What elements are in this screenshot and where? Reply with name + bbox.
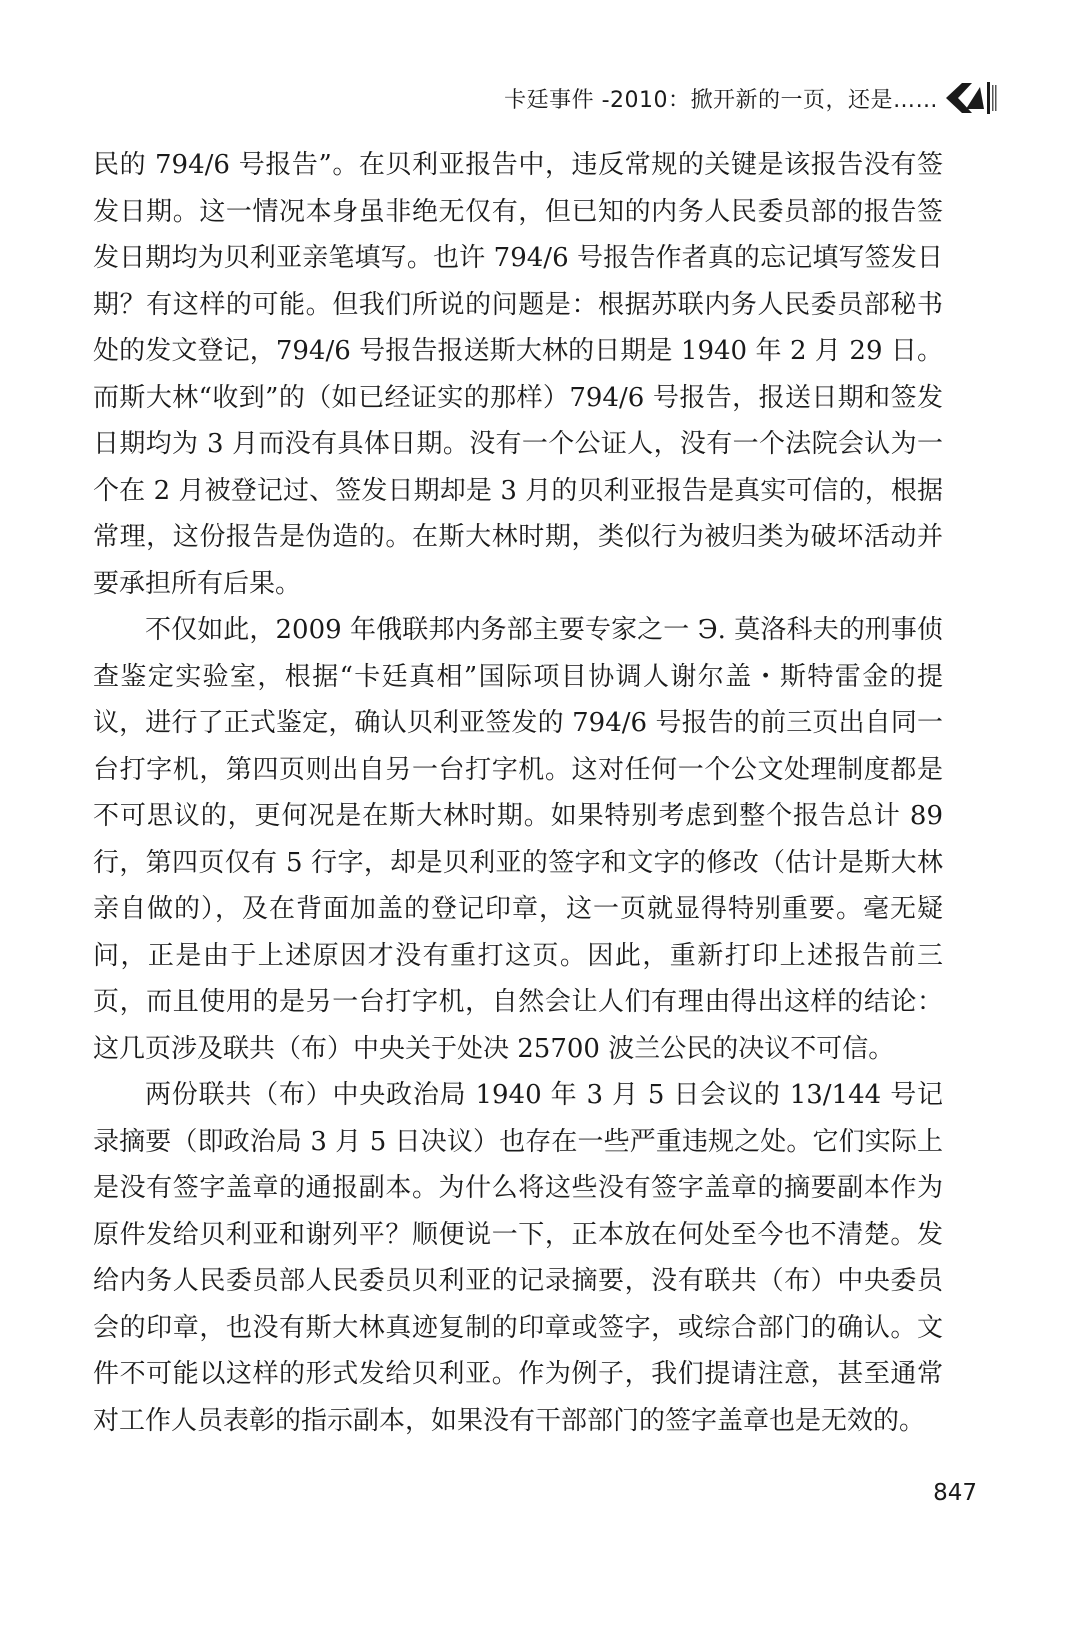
running-header	[504, 78, 1000, 118]
paragraph-3: 两份联共（布）中央政治局 1940 年 3 月 5 日会议的 13/144 号记录摘要（即政治局 3 月 5 日决议）也存在一些严重违规之处。它们实际上是没有签字盖章的通报副本。为什么将这些没有签字盖章的摘要副本作为原件发给贝利亚和谢列平？顺便说一下，正本放在何处至今也不清楚。发给内务人民委员部人民委员贝利亚的记录摘要，没有联共（布）中央委员会的印章，也没有斯大林真迹复制的印章或签字，或综合部门的确认。文件不可能以这样的形式发给贝利亚。作为例子，我们提请注意，甚至通常对工作人员表彰的指示副本，如果没有干部部门的签字盖章也是无效的。	[93, 1080, 943, 1436]
paragraph-1: 民的 794/6 号报告”。在贝利亚报告中，违反常规的关键是该报告没有签发日期。这一情况本身虽非绝无仅有，但已知的内务人民委员部的报告签发日期均为贝利亚亲笔填写。也许 794/6 号报告作者真的忘记填写签发日期？有这样的可能。但我们所说的问题是：根据苏联内务人民委员部秘书处的发文登记，794/6 号报告报送斯大林的日期是 1940 年 2 月 29 日。而斯大林“收到”的（如已经证实的那样）794/6 号报告，报送日期和签发日期均为 3 月而没有具体日期。没有一个公证人，没有一个法院会认为一个在 2 月被登记过、签发日期却是 3 月的贝利亚报告是真实可信的，根据常理，这份报告是伪造的。在斯大林时期，类似行为被归类为破坏活动并要承担所有后果。	[93, 150, 943, 599]
body-text	[93, 142, 943, 1444]
page-number: 847	[933, 1480, 977, 1506]
paragraph-2: 不仅如此，2009 年俄联邦内务部主要专家之一 Э. 莫洛科夫的刑事侦查鉴定实验室，根据“卡廷真相”国际项目协调人谢尔盖・斯特雷金的提议，进行了正式鉴定，确认贝利亚签发的 794/6 号报告的前三页出自同一台打字机，第四页则出自另一台打字机。这对任何一个公文处理制度都是不可思议的，更何况是在斯大林时期。如果特别考虑到整个报告总计 89 行，第四页仅有 5 行字，却是贝利亚的签字和文字的修改（估计是斯大林亲自做的），及在背面加盖的登记印章，这一页就显得特别重要。毫无疑问，正是由于上述原因才没有重打这页。因此，重新打印上述报告前三页，而且使用的是另一台打字机，自然会让人们有理由得出这样的结论：这几页涉及联共（布）中央关于处决 25700 波兰公民的决议不可信。	[93, 615, 943, 1064]
running-header-title: 卡廷事件 -2010：掀开新的一页，还是……	[504, 87, 938, 113]
book-series-logo-icon	[946, 79, 1000, 117]
